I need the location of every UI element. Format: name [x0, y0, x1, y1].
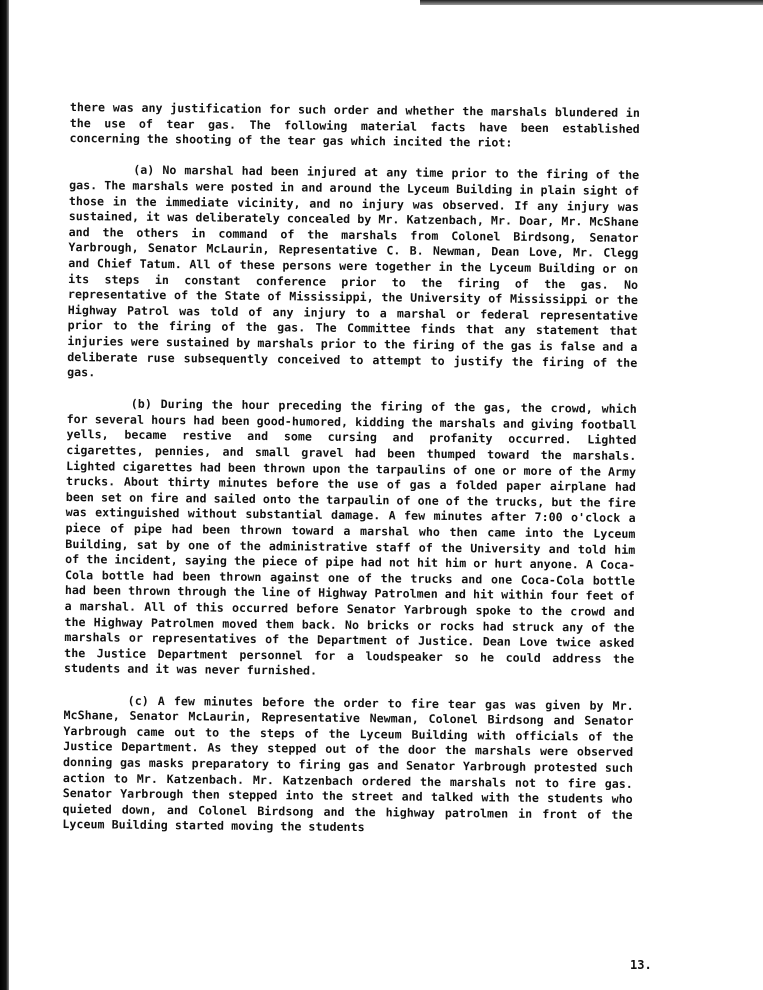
page-number: 13. — [630, 958, 652, 972]
paragraph-b: (b) During the hour preceding the firing of the gas, the crowd, which for several hours had been good-humored, kidding the marshals and giving football yells, became restive and some cursing and profanity occurred. Lighted cigarettes, pennies, and small gravel had been thumped toward the marshals. Lighted cigarettes had been thrown upon the tarpaulins of one or more of the Army trucks. About thirty minutes before the use of gas a folded paper airplane had been set on fire and sailed onto the tarpaulin of one of the trucks, but the fire was extinguished without substantial damage. A few minutes after 7:00 o'clock a piece of pipe had been thrown toward a marshal who then came into the Lyceum Building, sat by one of the administrative staff of the University and told him of the incident, saying the piece of pipe had not hit him or hurt anyone. A Coca-Cola bottle had been thrown against one of the trucks and one Coca-Cola bottle had been thrown through the line of Highway Patrolmen and hit within four feet of a marshal. All of this occurred before Senator Yarbrough spoke to the crowd and the Highway Patrolmen moved them back. No bricks or rocks had struck any of the marshals or representatives of the Department of Justice. Dean Love twice asked the Justice Department personnel for a loudspeaker so he could address the students and it was never furnished. — [63, 396, 637, 678]
document-body — [62, 100, 640, 854]
paragraph-a: (a) No marshal had been injured at any time prior to the firing of the gas. The marshals were posted in and around the Lyceum Building in plain sight of those in the immediate vicinity, and no injury was observed. If any injury was sustained, it was deliberately concealed by Mr. Katzenbach, Mr. Doar, Mr. McShane and the others in command of the marshals from Colonel Birdsong, Senator Yarbrough, Senator McLaurin, Representative C. B. Newman, Dean Love, Mr. Clegg and Chief Tatum. All of these persons were together in the Lyceum Building or on its steps in constant conference prior to the firing of the gas. No representative of the State of Mississippi, the University of Mississippi or the Highway Patrol was told of any injury to a marshal or federal representative prior to the firing of the gas. The Committee finds that any statement that injuries were sustained by marshals prior to the firing of the gas is false and a deliberate ruse subsequently conceived to attempt to justify the firing of the gas. — [67, 163, 640, 380]
paragraph-intro: there was any justification for such order and whether the marshals blundered in the use of tear gas. The following material facts have been established concerning the shooting of the tear gas which incited the riot: — [69, 100, 640, 150]
scan-left-edge — [0, 0, 9, 990]
scan-top-edge — [420, 0, 763, 5]
paragraph-c: (c) A few minutes before the order to fire tear gas was given by Mr. McShane, Senator McLaurin, Representative Newman, Colonel Birdsong and Senator Yarbrough came out to the steps of the Lyceum Building with officials of the Justice Department. As they stepped out of the door the marshals were observed donning gas masks preparatory to firing gas and Senator Yarbrough protested such action to Mr. Katzenbach. Mr. Katzenbach ordered the marshals not to fire gas. Senator Yarbrough then stepped into the street and talked with the students who quieted down, and Colonel Birdsong and the highway patrolmen in front of the Lyceum Building started moving the students — [62, 693, 634, 835]
